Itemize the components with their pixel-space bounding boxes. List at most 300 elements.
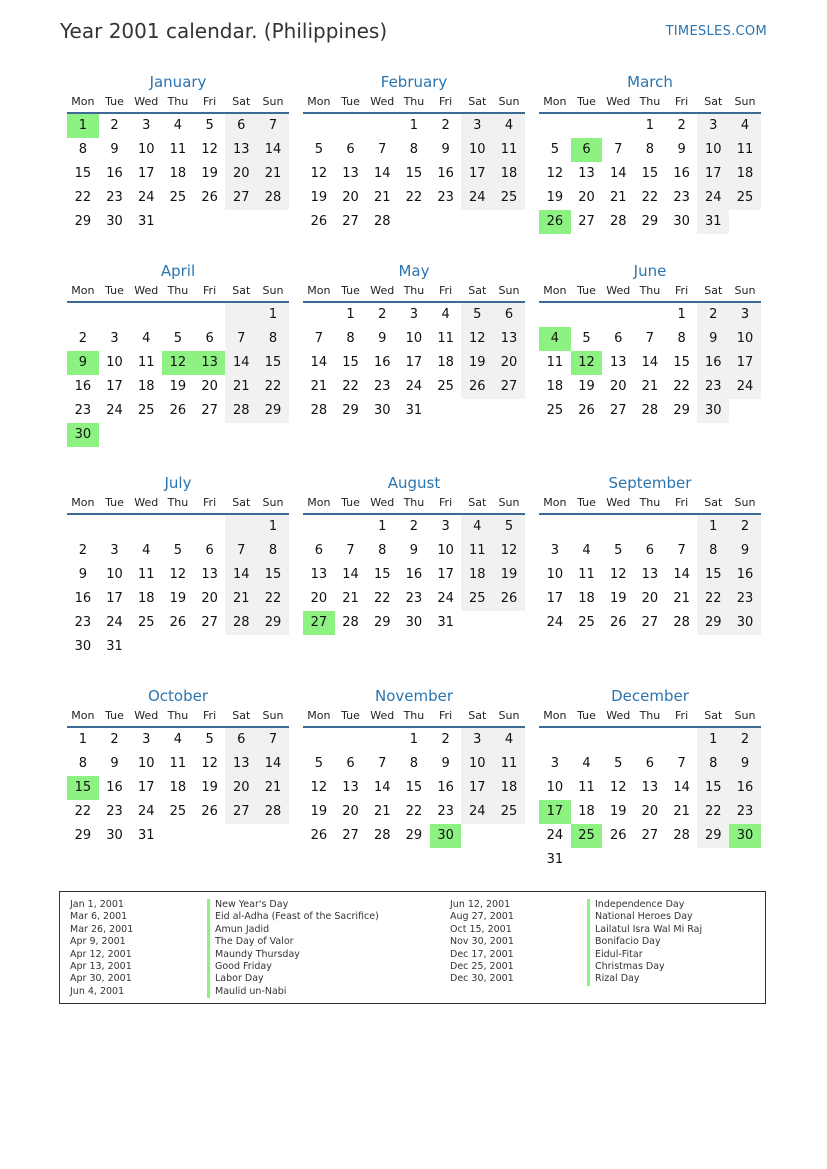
day-cell: 9 [441, 756, 450, 771]
day-cell: 27 [609, 403, 627, 418]
day-cell: 21 [310, 379, 328, 394]
weekday-label: Fri [439, 284, 453, 297]
day-grid [539, 728, 761, 872]
weekday-label: Wed [370, 284, 395, 297]
day-cell: 20 [201, 591, 218, 606]
weekday-label: Mon [543, 496, 567, 509]
day-cell: 13 [641, 780, 659, 795]
day-cell: 14 [373, 780, 391, 795]
day-cell: 22 [405, 190, 423, 205]
weekday-label: Sat [468, 496, 487, 509]
day-cell: 31 [697, 210, 729, 234]
day-cell: 9 [729, 752, 761, 776]
day-cell: 3 [110, 331, 119, 346]
weekday-label: Fri [675, 284, 689, 297]
weekday-label: Sun [498, 496, 520, 509]
holiday-date: Apr 13, 2001 [70, 960, 132, 972]
day-cell: 12 [310, 166, 328, 181]
day-cell: 16 [373, 355, 391, 370]
day-cell: 31 [137, 214, 155, 229]
day-cell: 28 [257, 800, 289, 824]
day-cell: 29 [641, 214, 659, 229]
weekday-label: Fri [439, 709, 453, 722]
day-cell: 6 [346, 142, 355, 157]
day-cell: 24 [137, 190, 155, 205]
day-cell: 2 [729, 728, 761, 752]
day-cell: 26 [169, 615, 187, 630]
holiday-name: Eidul-Fitar [587, 949, 643, 961]
day-cell: 11 [169, 142, 187, 157]
day-cell: 26 [169, 403, 187, 418]
day-cell: 16 [437, 780, 454, 795]
weekday-label: Tue [105, 709, 124, 722]
weekday-label: Tue [341, 709, 360, 722]
day-cell: 12 [461, 327, 493, 351]
month-name: December [611, 687, 689, 705]
day-cell: 15 [405, 166, 423, 181]
day-cell: 7 [346, 543, 355, 558]
day-cell: 17 [697, 162, 729, 186]
day-cell: 12 [310, 780, 328, 795]
month-august [303, 472, 525, 635]
weekday-label: Sat [704, 496, 723, 509]
day-cell: 19 [169, 379, 187, 394]
day-cell: 6 [225, 728, 257, 752]
day-cell: 6 [645, 756, 655, 771]
day-cell: 18 [137, 591, 155, 606]
day-cell: 14 [225, 351, 257, 375]
holiday-name: New Year's Day [207, 899, 288, 911]
day-cell: 13 [310, 567, 328, 582]
day-cell: 13 [641, 567, 659, 582]
day-cell: 19 [609, 804, 627, 819]
day-cell: 9 [409, 543, 419, 558]
empty-cell [257, 635, 289, 659]
empty-cell [461, 210, 493, 234]
weekday-label: Thu [403, 496, 425, 509]
weekday-label: Thu [639, 284, 661, 297]
day-cell: 8 [346, 331, 355, 346]
day-cell: 23 [437, 190, 454, 205]
weekday-label: Fri [203, 709, 217, 722]
day-cell: 4 [173, 732, 183, 747]
day-cell: 11 [578, 567, 595, 582]
day-cell: 11 [437, 331, 454, 346]
empty-cell [162, 824, 194, 848]
day-cell: 27 [342, 828, 359, 843]
day-cell: 2 [441, 732, 450, 747]
day-cell: 18 [729, 162, 761, 186]
day-cell: 28 [373, 214, 391, 229]
month-name: January [149, 73, 207, 91]
empty-cell [162, 515, 194, 539]
day-cell: 26 [201, 190, 218, 205]
legend-row [70, 899, 379, 911]
weekday-label: Mon [307, 284, 331, 297]
day-cell: 31 [405, 403, 423, 418]
day-cell: 5 [461, 303, 493, 327]
month-name: February [380, 73, 448, 91]
day-cell: 1 [645, 118, 655, 133]
day-cell: 25 [571, 824, 603, 848]
empty-cell [666, 728, 698, 752]
day-cell: 18 [493, 776, 525, 800]
day-cell: 8 [78, 142, 87, 157]
day-cell: 15 [67, 776, 99, 800]
day-cell: 18 [169, 780, 187, 795]
empty-cell [539, 728, 571, 752]
weekday-label: Sat [704, 709, 723, 722]
day-cell: 19 [310, 804, 328, 819]
weekday-label: Tue [577, 284, 596, 297]
empty-cell [729, 210, 761, 234]
empty-cell [335, 728, 367, 752]
day-cell: 14 [257, 752, 289, 776]
weekday-label: Sun [498, 95, 520, 108]
day-cell: 15 [257, 351, 289, 375]
day-cell: 31 [437, 615, 454, 630]
day-cell: 2 [697, 303, 729, 327]
day-cell: 23 [106, 190, 123, 205]
day-cell: 25 [493, 186, 525, 210]
empty-cell [430, 399, 462, 423]
day-cell: 2 [677, 118, 686, 133]
empty-cell [602, 515, 634, 539]
holiday-date: Apr 30, 2001 [70, 973, 132, 985]
day-cell: 22 [697, 800, 729, 824]
day-cell: 1 [697, 728, 729, 752]
day-cell: 1 [409, 732, 419, 747]
weekday-header [539, 495, 761, 515]
day-cell: 22 [697, 587, 729, 611]
day-cell: 25 [578, 615, 595, 630]
day-cell: 31 [546, 852, 564, 867]
day-cell: 9 [67, 351, 99, 375]
weekday-label: Sun [734, 496, 756, 509]
day-cell: 8 [409, 142, 419, 157]
weekday-label: Mon [307, 95, 331, 108]
day-cell: 19 [169, 591, 187, 606]
weekday-label: Fri [439, 95, 453, 108]
day-cell: 10 [137, 142, 155, 157]
weekday-label: Sun [262, 709, 284, 722]
day-cell: 13 [342, 780, 359, 795]
day-cell: 22 [673, 379, 690, 394]
day-cell: 13 [578, 166, 595, 181]
weekday-label: Tue [105, 284, 124, 297]
day-cell: 7 [378, 756, 387, 771]
day-cell: 24 [697, 186, 729, 210]
weekday-label: Thu [639, 709, 661, 722]
day-cell: 21 [641, 379, 659, 394]
day-cell: 23 [405, 591, 423, 606]
day-cell: 10 [697, 138, 729, 162]
day-cell: 23 [74, 403, 92, 418]
weekday-label: Sun [734, 284, 756, 297]
weekday-label: Wed [134, 95, 159, 108]
day-cell: 22 [257, 375, 289, 399]
empty-cell [539, 303, 571, 327]
holiday-date: Jun 12, 2001 [450, 899, 511, 910]
day-cell: 14 [225, 563, 257, 587]
day-cell: 8 [78, 756, 87, 771]
month-july [67, 472, 289, 659]
legend-column-1 [70, 899, 379, 998]
day-cell: 26 [310, 214, 328, 229]
day-cell: 7 [677, 756, 686, 771]
weekday-label: Tue [577, 496, 596, 509]
empty-cell [162, 423, 194, 447]
day-cell: 24 [437, 591, 454, 606]
day-cell: 14 [342, 567, 359, 582]
day-cell: 4 [582, 756, 591, 771]
weekday-label: Wed [606, 709, 631, 722]
legend-row [450, 899, 702, 911]
weekday-label: Wed [370, 95, 395, 108]
weekday-label: Thu [167, 284, 189, 297]
day-cell: 8 [378, 543, 387, 558]
day-cell: 7 [614, 142, 623, 157]
day-cell: 30 [729, 824, 761, 848]
day-cell: 24 [729, 375, 761, 399]
day-cell: 25 [437, 379, 454, 394]
day-cell: 20 [641, 804, 659, 819]
month-december [539, 685, 761, 872]
day-cell: 4 [142, 331, 151, 346]
day-cell: 17 [106, 379, 123, 394]
day-cell: 16 [106, 166, 123, 181]
day-cell: 18 [578, 591, 595, 606]
day-cell: 14 [373, 166, 391, 181]
weekday-label: Tue [341, 95, 360, 108]
empty-cell [303, 728, 335, 752]
day-cell: 1 [409, 118, 419, 133]
day-cell: 13 [194, 351, 226, 375]
day-cell: 17 [137, 166, 155, 181]
day-cell: 29 [697, 824, 729, 848]
holiday-name: Maundy Thursday [207, 949, 300, 961]
day-cell: 22 [373, 591, 391, 606]
weekday-label: Tue [577, 95, 596, 108]
empty-cell [225, 824, 257, 848]
day-cell: 3 [142, 118, 151, 133]
day-cell: 30 [673, 214, 690, 229]
empty-cell [493, 824, 525, 848]
weekday-label: Fri [675, 709, 689, 722]
day-cell: 20 [578, 190, 595, 205]
day-cell: 12 [609, 567, 627, 582]
weekday-label: Tue [105, 95, 124, 108]
day-cell: 19 [609, 591, 627, 606]
holiday-date: Dec 25, 2001 [450, 960, 514, 972]
empty-cell [225, 423, 257, 447]
day-cell: 21 [225, 587, 257, 611]
month-name: November [374, 687, 454, 705]
day-cell: 23 [729, 587, 761, 611]
day-cell: 5 [614, 543, 623, 558]
day-cell: 11 [578, 780, 595, 795]
day-cell: 16 [437, 166, 454, 181]
day-cell: 7 [677, 543, 686, 558]
weekday-header [67, 495, 289, 515]
day-cell: 14 [641, 355, 659, 370]
day-cell: 23 [373, 379, 391, 394]
day-cell: 14 [673, 780, 690, 795]
day-cell: 21 [257, 776, 289, 800]
day-cell: 28 [342, 615, 359, 630]
month-february [303, 71, 525, 234]
day-cell: 21 [373, 190, 391, 205]
day-cell: 20 [609, 379, 627, 394]
weekday-label: Wed [606, 284, 631, 297]
weekday-header [539, 708, 761, 728]
day-cell: 5 [205, 118, 214, 133]
month-name: July [164, 474, 192, 492]
day-cell: 5 [550, 142, 559, 157]
day-cell: 12 [169, 567, 187, 582]
day-cell: 13 [609, 355, 627, 370]
day-cell: 7 [257, 728, 289, 752]
day-grid [539, 515, 761, 635]
day-cell: 11 [729, 138, 761, 162]
day-cell: 9 [78, 567, 87, 582]
day-cell: 24 [106, 403, 123, 418]
weekday-label: Mon [71, 284, 95, 297]
empty-cell [666, 848, 698, 872]
day-cell: 31 [106, 639, 123, 654]
day-grid [67, 728, 289, 848]
day-cell: 16 [74, 591, 92, 606]
empty-cell [303, 114, 335, 138]
day-cell: 7 [314, 331, 323, 346]
day-cell: 17 [106, 591, 123, 606]
empty-cell [634, 848, 666, 872]
day-cell: 15 [405, 780, 423, 795]
holiday-date: Jan 1, 2001 [70, 899, 124, 910]
day-cell: 14 [257, 138, 289, 162]
empty-cell [194, 303, 226, 327]
empty-cell [257, 824, 289, 848]
weekday-label: Tue [341, 284, 360, 297]
day-cell: 12 [493, 539, 525, 563]
day-cell: 29 [373, 615, 391, 630]
empty-cell [398, 210, 430, 234]
day-cell: 28 [673, 615, 690, 630]
day-cell: 30 [67, 423, 99, 447]
day-cell: 9 [677, 142, 686, 157]
empty-cell [697, 848, 729, 872]
empty-cell [602, 303, 634, 327]
holiday-name: The Day of Valor [207, 936, 294, 948]
empty-cell [162, 303, 194, 327]
month-april [67, 260, 289, 447]
day-grid [303, 114, 525, 234]
day-cell: 25 [137, 403, 155, 418]
empty-cell [130, 635, 162, 659]
day-cell: 25 [169, 190, 187, 205]
empty-cell [303, 515, 335, 539]
month-march [539, 71, 761, 234]
day-cell: 24 [546, 615, 564, 630]
weekday-label: Sat [232, 95, 251, 108]
day-cell: 6 [493, 303, 525, 327]
day-cell: 29 [342, 403, 359, 418]
empty-cell [493, 210, 525, 234]
day-cell: 29 [257, 611, 289, 635]
day-cell: 30 [373, 403, 391, 418]
holiday-name: Rizal Day [587, 973, 639, 985]
day-cell: 13 [225, 752, 257, 776]
day-cell: 11 [137, 355, 155, 370]
day-cell: 25 [169, 804, 187, 819]
legend-row [450, 936, 702, 948]
day-cell: 11 [493, 138, 525, 162]
holiday-legend [59, 891, 766, 1004]
day-cell: 20 [201, 379, 218, 394]
day-cell: 17 [729, 351, 761, 375]
weekday-label: Tue [341, 496, 360, 509]
weekday-label: Mon [71, 95, 95, 108]
day-cell: 7 [378, 142, 387, 157]
weekday-header [67, 283, 289, 303]
empty-cell [602, 114, 634, 138]
day-cell: 20 [225, 776, 257, 800]
day-cell: 3 [409, 307, 419, 322]
day-cell: 19 [310, 190, 328, 205]
day-cell: 26 [539, 210, 571, 234]
weekday-label: Wed [370, 709, 395, 722]
day-cell: 17 [461, 162, 493, 186]
day-cell: 24 [106, 615, 123, 630]
site-link[interactable]: TIMESLES.COM [665, 24, 767, 39]
day-cell: 19 [493, 563, 525, 587]
day-cell: 28 [641, 403, 659, 418]
day-cell: 17 [461, 776, 493, 800]
month-name: September [608, 474, 692, 492]
weekday-header [539, 283, 761, 303]
day-cell: 8 [697, 539, 729, 563]
day-cell: 20 [225, 162, 257, 186]
day-cell: 10 [106, 567, 123, 582]
day-cell: 21 [673, 804, 690, 819]
day-cell: 27 [225, 800, 257, 824]
day-cell: 10 [405, 331, 423, 346]
day-cell: 5 [205, 732, 214, 747]
day-cell: 18 [493, 162, 525, 186]
day-cell: 6 [571, 138, 603, 162]
month-name: April [160, 262, 196, 280]
weekday-label: Tue [577, 709, 596, 722]
day-cell: 27 [578, 214, 595, 229]
day-cell: 3 [550, 543, 559, 558]
weekday-label: Mon [71, 496, 95, 509]
day-cell: 15 [673, 355, 690, 370]
month-may [303, 260, 525, 423]
day-cell: 12 [546, 166, 564, 181]
day-cell: 7 [645, 331, 655, 346]
month-january [67, 71, 289, 234]
day-cell: 6 [346, 756, 355, 771]
legend-row [70, 986, 379, 998]
weekday-label: Fri [203, 496, 217, 509]
day-cell: 21 [225, 375, 257, 399]
day-cell: 30 [106, 828, 123, 843]
day-cell: 1 [677, 307, 686, 322]
legend-row [450, 961, 702, 973]
day-grid [539, 303, 761, 423]
day-cell: 27 [493, 375, 525, 399]
empty-cell [634, 728, 666, 752]
